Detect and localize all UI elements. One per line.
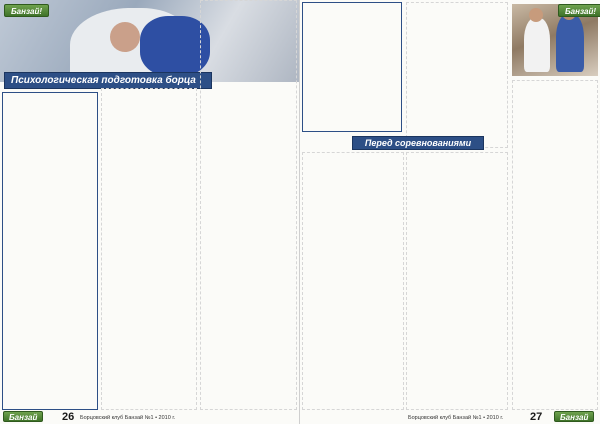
article-title-right: Перед соревнованиями [352, 136, 484, 150]
footer-right [300, 412, 600, 424]
photo-athlete-blue [556, 14, 584, 72]
body-column-top-2 [406, 2, 508, 148]
footer-left [0, 412, 300, 424]
body-column-right-2 [406, 152, 508, 410]
body-column-right-1 [302, 152, 404, 410]
photo-head-1 [529, 8, 543, 22]
footer-logo-left: Банзай [3, 411, 43, 422]
page-number-right: 27 [530, 411, 543, 423]
page-number-left: 26 [62, 411, 75, 423]
section-tag-right: Банзай! [558, 4, 600, 17]
right-page [300, 0, 600, 424]
section-tag-left: Банзай! [4, 4, 49, 17]
footer-text-right: Борцовский клуб Банзай №1 • 2010 г. [408, 415, 504, 421]
footer-logo-right: Банзай [554, 411, 594, 422]
photo-athlete-white [524, 18, 550, 72]
article-title-left: Психологическая подготовка борца [4, 72, 212, 89]
body-column-right-3 [512, 80, 598, 410]
photo-face [110, 22, 140, 52]
body-column-top-1 [302, 2, 402, 132]
body-column-1 [2, 92, 98, 410]
body-column-2 [101, 88, 197, 410]
body-column-3 [200, 0, 297, 410]
footer-text-left: Борцовский клуб Банзай №1 • 2010 г. [80, 415, 176, 421]
